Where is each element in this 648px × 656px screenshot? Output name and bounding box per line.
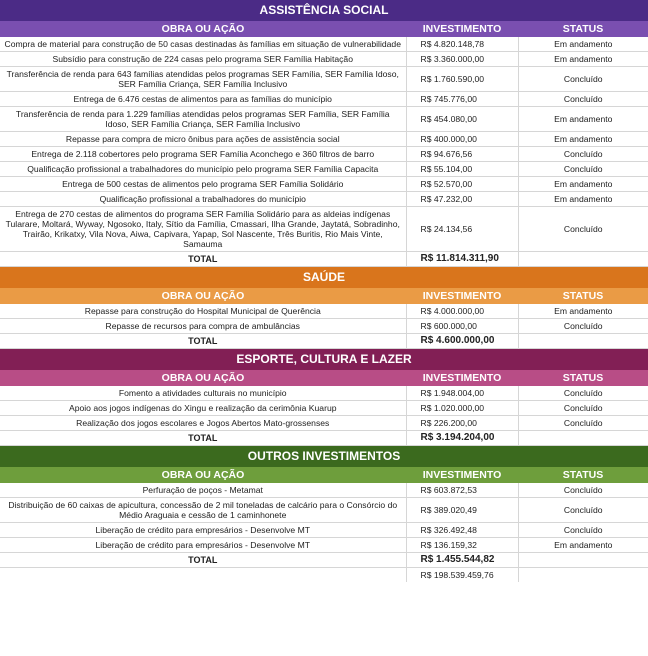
investment-cell: R$ 94.676,56	[406, 147, 518, 162]
total-label: TOTAL	[0, 431, 406, 446]
section-social-assistance	[0, 0, 648, 267]
grand-total-label-empty	[0, 568, 406, 583]
investment-table	[0, 288, 648, 349]
investment-cell: R$ 326.492,48	[406, 523, 518, 538]
status-cell: Em andamento	[518, 52, 648, 67]
table-row	[0, 386, 648, 401]
column-header-status: STATUS	[518, 21, 648, 37]
column-header-action: OBRA OU AÇÃO	[0, 467, 406, 483]
investment-cell: R$ 1.760.590,00	[406, 67, 518, 92]
section-title: SAÚDE	[0, 267, 648, 288]
investment-cell: R$ 4.820.148,78	[406, 37, 518, 52]
table-row	[0, 401, 648, 416]
investment-cell: R$ 55.104,00	[406, 162, 518, 177]
status-cell: Concluído	[518, 483, 648, 498]
column-header-action: OBRA OU AÇÃO	[0, 21, 406, 37]
table-row	[0, 192, 648, 207]
investment-cell: R$ 454.080,00	[406, 107, 518, 132]
table-row	[0, 37, 648, 52]
investment-cell: R$ 226.200,00	[406, 416, 518, 431]
status-cell: Em andamento	[518, 304, 648, 319]
investment-cell: R$ 4.000.000,00	[406, 304, 518, 319]
investment-cell: R$ 389.020,49	[406, 498, 518, 523]
section-sports-culture	[0, 349, 648, 446]
action-cell: Fomento a atividades culturais no município	[0, 386, 406, 401]
header-row	[0, 288, 648, 304]
action-cell: Distribuição de 60 caixas de apicultura, concessão de 2 mil toneladas de calcário para o Consórcio do Médio Araguaia e cessão de 1 caminhonete	[0, 498, 406, 523]
total-status-empty	[518, 252, 648, 267]
investment-cell: R$ 3.360.000,00	[406, 52, 518, 67]
column-header-status: STATUS	[518, 467, 648, 483]
status-cell: Em andamento	[518, 538, 648, 553]
action-cell: Qualificação profissional a trabalhadores do município pelo programa SER Família Capacita	[0, 162, 406, 177]
investment-table	[0, 467, 648, 582]
status-cell: Concluído	[518, 92, 648, 107]
status-cell: Concluído	[518, 498, 648, 523]
status-cell: Concluído	[518, 319, 648, 334]
investment-cell: R$ 1.020.000,00	[406, 401, 518, 416]
table-row	[0, 319, 648, 334]
action-cell: Repasse de recursos para compra de ambulâncias	[0, 319, 406, 334]
action-cell: Liberação de crédito para empresários - Desenvolve MT	[0, 523, 406, 538]
total-status-empty	[518, 431, 648, 446]
column-header-status: STATUS	[518, 370, 648, 386]
column-header-action: OBRA OU AÇÃO	[0, 288, 406, 304]
action-cell: Repasse para compra de micro ônibus para ações de assistência social	[0, 132, 406, 147]
grand-total-row	[0, 568, 648, 583]
action-cell: Apoio aos jogos indígenas do Xingu e realização da cerimônia Kuarup	[0, 401, 406, 416]
section-title: ASSISTÊNCIA SOCIAL	[0, 0, 648, 21]
table-row	[0, 147, 648, 162]
action-cell: Compra de material para construção de 50 casas destinadas às famílias em situação de vulnerabilidade	[0, 37, 406, 52]
action-cell: Transferência de renda para 643 famílias atendidas pelos programas SER Família, SER Família Idoso, SER Família Criança, SER Família Inclusivo	[0, 67, 406, 92]
status-cell: Concluído	[518, 416, 648, 431]
action-cell: Repasse para construção do Hospital Municipal de Querência	[0, 304, 406, 319]
section-health	[0, 267, 648, 349]
total-row	[0, 252, 648, 267]
header-row	[0, 21, 648, 37]
table-row	[0, 67, 648, 92]
action-cell: Realização dos jogos escolares e Jogos Abertos Mato-grossenses	[0, 416, 406, 431]
investment-cell: R$ 136.159,32	[406, 538, 518, 553]
column-header-investment: INVESTIMENTO	[406, 370, 518, 386]
investment-cell: R$ 400.000,00	[406, 132, 518, 147]
total-status-empty	[518, 553, 648, 568]
table-row	[0, 483, 648, 498]
total-label: TOTAL	[0, 252, 406, 267]
total-row	[0, 553, 648, 568]
column-header-investment: INVESTIMENTO	[406, 21, 518, 37]
action-cell: Transferência de renda para 1.229 famílias atendidas pelos programas SER Família, SER Família Idoso, SER Família Criança, SER Família Inclusivo	[0, 107, 406, 132]
investment-table	[0, 21, 648, 267]
header-row	[0, 370, 648, 386]
total-row	[0, 431, 648, 446]
status-cell: Concluído	[518, 207, 648, 252]
status-cell: Concluído	[518, 67, 648, 92]
total-row	[0, 334, 648, 349]
table-row	[0, 498, 648, 523]
table-row	[0, 523, 648, 538]
total-status-empty	[518, 334, 648, 349]
table-row	[0, 304, 648, 319]
status-cell: Em andamento	[518, 192, 648, 207]
status-cell: Em andamento	[518, 107, 648, 132]
section-title: ESPORTE, CULTURA E LAZER	[0, 349, 648, 370]
action-cell: Entrega de 6.476 cestas de alimentos para as famílias do município	[0, 92, 406, 107]
action-cell: Liberação de crédito para empresários - Desenvolve MT	[0, 538, 406, 553]
section-title: OUTROS INVESTIMENTOS	[0, 446, 648, 467]
table-row	[0, 416, 648, 431]
total-value: R$ 1.455.544,82	[406, 553, 518, 568]
total-value: R$ 4.600.000,00	[406, 334, 518, 349]
status-cell: Concluído	[518, 523, 648, 538]
table-row	[0, 207, 648, 252]
table-row	[0, 162, 648, 177]
investment-cell: R$ 745.776,00	[406, 92, 518, 107]
column-header-investment: INVESTIMENTO	[406, 288, 518, 304]
action-cell: Entrega de 270 cestas de alimentos do programa SER Família Solidário para as aldeias indígenas Tularare, Moltará, Wyway, Ngosoko, Italy, Sítio da Família, Cmassari, Ilha Grande, Jaytatá, Sobradinho, Trairão, Krikatxy, Vila Nova, Aiwa, Capivara, Yapap, Sol Nascente, Três Buritis, Rio Mais Vinte, Samauma	[0, 207, 406, 252]
action-cell: Perfuração de poços - Metamat	[0, 483, 406, 498]
table-row	[0, 107, 648, 132]
action-cell: Entrega de 2.118 cobertores pelo programa SER Família Aconchego e 360 filtros de barro	[0, 147, 406, 162]
total-value: R$ 11.814.311,90	[406, 252, 518, 267]
action-cell: Subsídio para construção de 224 casas pelo programa SER Família Habitação	[0, 52, 406, 67]
column-header-investment: INVESTIMENTO	[406, 467, 518, 483]
status-cell: Concluído	[518, 162, 648, 177]
header-row	[0, 467, 648, 483]
investment-table	[0, 370, 648, 446]
status-cell: Em andamento	[518, 132, 648, 147]
table-row	[0, 177, 648, 192]
status-cell: Em andamento	[518, 177, 648, 192]
action-cell: Qualificação profissional a trabalhadores do município	[0, 192, 406, 207]
grand-total-value: R$ 198.539.459,76	[406, 568, 518, 583]
investment-cell: R$ 1.948.004,00	[406, 386, 518, 401]
column-header-status: STATUS	[518, 288, 648, 304]
column-header-action: OBRA OU AÇÃO	[0, 370, 406, 386]
section-other-investments	[0, 446, 648, 582]
total-label: TOTAL	[0, 553, 406, 568]
investment-cell: R$ 47.232,00	[406, 192, 518, 207]
investment-cell: R$ 52.570,00	[406, 177, 518, 192]
table-row	[0, 52, 648, 67]
table-row	[0, 132, 648, 147]
investment-cell: R$ 600.000,00	[406, 319, 518, 334]
investment-cell: R$ 24.134,56	[406, 207, 518, 252]
total-label: TOTAL	[0, 334, 406, 349]
table-row	[0, 92, 648, 107]
status-cell: Em andamento	[518, 37, 648, 52]
table-row	[0, 538, 648, 553]
grand-total-status-empty	[518, 568, 648, 583]
status-cell: Concluído	[518, 401, 648, 416]
action-cell: Entrega de 500 cestas de alimentos pelo programa SER Família Solidário	[0, 177, 406, 192]
status-cell: Concluído	[518, 386, 648, 401]
investment-cell: R$ 603.872,53	[406, 483, 518, 498]
status-cell: Concluído	[518, 147, 648, 162]
total-value: R$ 3.194.204,00	[406, 431, 518, 446]
